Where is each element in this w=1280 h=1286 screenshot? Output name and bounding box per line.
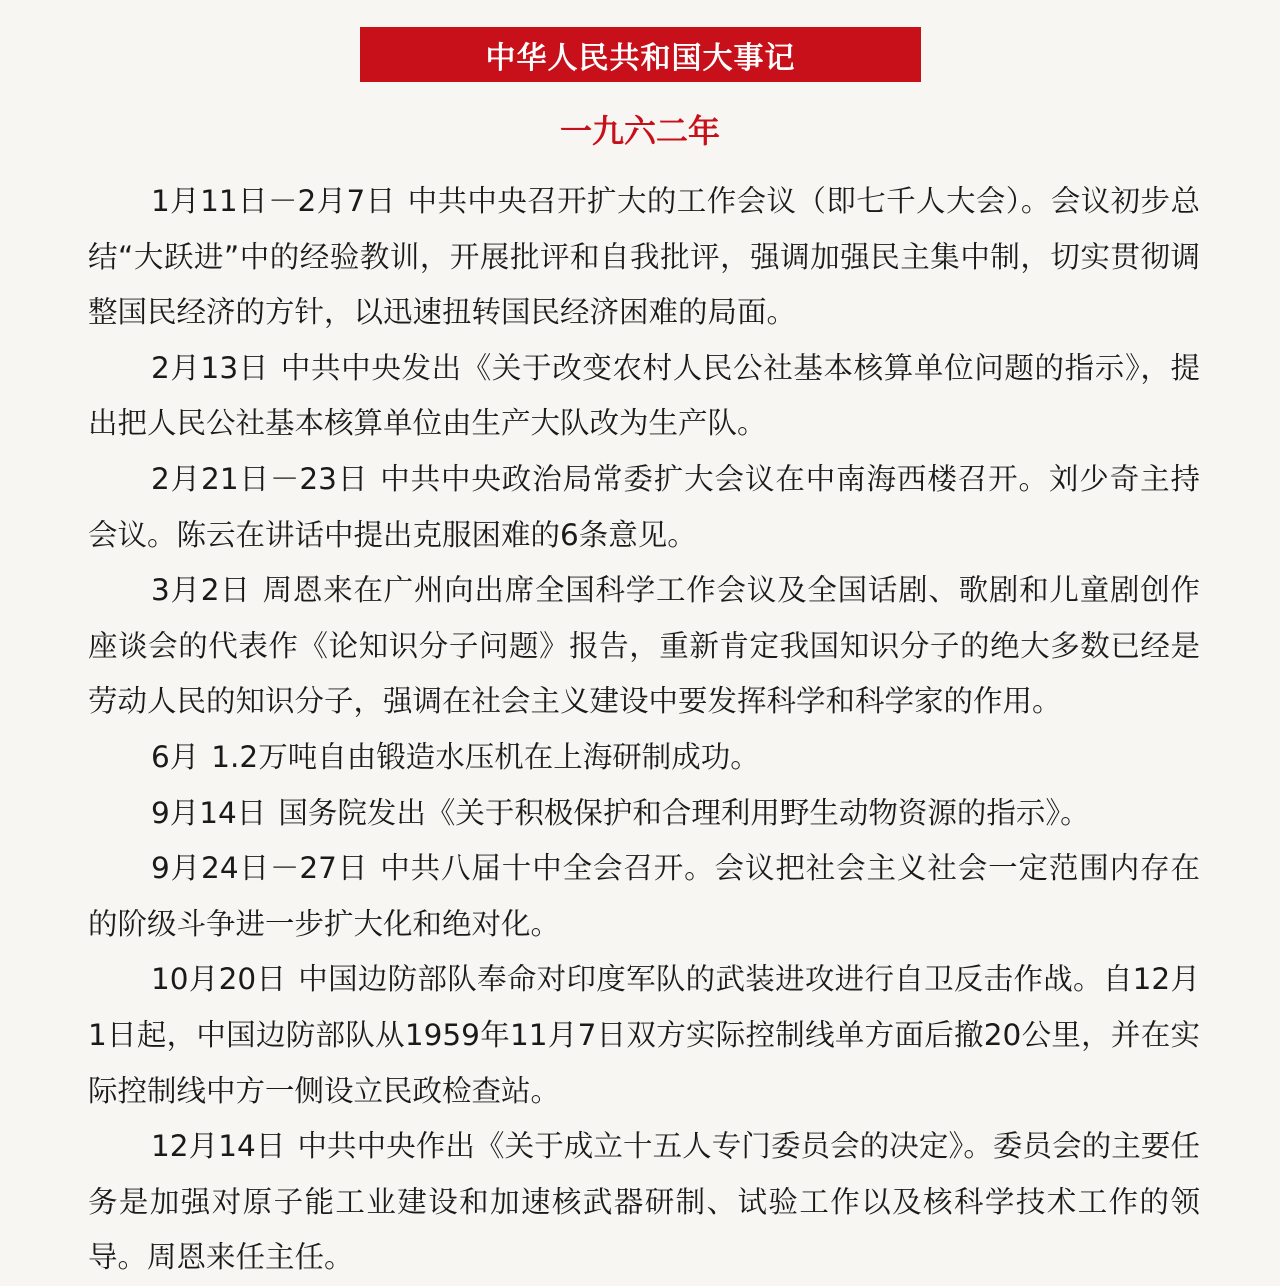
- chronicle-entry: [88, 841, 1200, 952]
- entry-text: 中共中央发出《关于改变农村人民公社基本核算单位问题的指示》，提出把人民公社基本核算单位由生产大队改为生产队。: [88, 350, 1200, 441]
- entry-date: 2月21日－23日: [151, 461, 369, 496]
- entry-text: 中共中央召开扩大的工作会议（即七千人大会）。会议初步总结“大跃进”中的经验教训，开展批评和自我批评，强调加强民主集中制，切实贯彻调整国民经济的方针，以迅速扭转国民经济困难的局面。: [88, 184, 1200, 330]
- chronicle-entry: [88, 1119, 1200, 1286]
- chronicle-entry: [88, 563, 1200, 730]
- chronicle-entry: [88, 786, 1200, 842]
- chronicle-entries: [88, 174, 1200, 1286]
- year-heading: 一九六二年: [559, 112, 720, 150]
- chronicle-entry: [88, 730, 1200, 786]
- entry-date: 9月14日: [151, 795, 267, 830]
- entry-date: 10月20日: [151, 962, 287, 997]
- entry-date: 12月14日: [151, 1129, 286, 1164]
- page-title: 中华人民共和国大事记: [485, 40, 796, 76]
- entry-text: 中国边防部队奉命对印度军队的武装进攻进行自卫反击作战。自12月1日起，中国边防部队从1959年11月7日双方实际控制线单方面后撤20公里，并在实际控制线中方一侧设立民政检查站。: [88, 962, 1200, 1108]
- entry-text: 国务院发出《关于积极保护和合理利用野生动物资源的指示》。: [278, 795, 1090, 830]
- entry-text: 中共中央政治局常委扩大会议在中南海西楼召开。刘少奇主持会议。陈云在讲话中提出克服困难的6条意见。: [88, 461, 1200, 552]
- entry-date: 9月24日－27日: [151, 851, 369, 886]
- chronicle-entry: [88, 952, 1200, 1119]
- entry-date: 6月: [151, 739, 200, 774]
- entry-text: 中共八届十中全会召开。会议把社会主义社会一定范围内存在的阶级斗争进一步扩大化和绝对化。: [88, 851, 1200, 941]
- entry-date: 2月13日: [151, 350, 269, 385]
- entry-date: 3月2日: [151, 573, 251, 608]
- entry-text: 周恩来在广州向出席全国科学工作会议及全国话剧、歌剧和儿童剧创作座谈会的代表作《论知识分子问题》报告，重新肯定我国知识分子的绝大多数已经是劳动人民的知识分子，强调在社会主义建设中要发挥科学和科学家的作用。: [88, 573, 1200, 719]
- entry-date: 1月11日－2月7日: [151, 184, 396, 218]
- entry-text: 中共中央作出《关于成立十五人专门委员会的决定》。委员会的主要任务是加强对原子能工业建设和加速核武器研制、试验工作以及核科学技术工作的领导。周恩来任主任。: [88, 1129, 1200, 1275]
- chronicle-entry: [88, 452, 1200, 563]
- entry-text: 1.2万吨自由锻造水压机在上海研制成功。: [211, 739, 760, 774]
- chronicle-entry: [88, 341, 1200, 452]
- page-title-banner: [360, 27, 921, 82]
- chronicle-entry: [88, 174, 1200, 341]
